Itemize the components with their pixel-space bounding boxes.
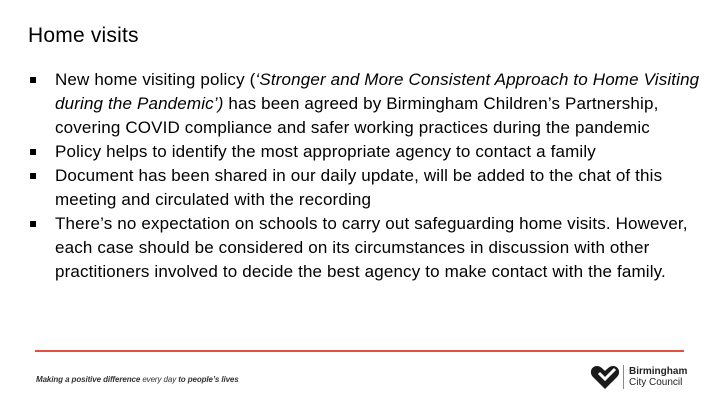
bullet-square-icon [30,77,36,83]
heart-logo-icon [590,364,620,390]
bullet-text: Policy helps to identify the most appropriate agency to contact a family [55,142,596,161]
slide-title: Home visits [28,24,139,47]
bullet-text: There’s no expectation on schools to carry out safeguarding home visits. However, each case should be considered on its circumstances in discussion with other practitioners involved to decide the best agency to make contact with the family. [55,214,688,281]
bullet-item [30,140,718,164]
bullet-list [30,68,718,284]
bullet-item [30,164,718,212]
bullet-text: New home visiting policy ( [55,70,256,89]
tagline-bold-start: Making a positive difference [36,375,141,384]
logo-wordmark [629,366,687,388]
tagline-middle: every day [140,375,179,384]
logo-separator [623,365,624,389]
bullet-square-icon [30,173,36,179]
bullet-square-icon [30,149,36,155]
council-logo [590,362,687,392]
bullet-text-italic: ‘Stronger and More Consistent Approach to Home Visiting during the Pandemic’) [55,70,700,113]
logo-line-2: City Council [629,377,683,388]
footer-tagline [36,375,239,384]
bullet-item [30,68,718,140]
tagline-bold-end: to people’s lives [178,375,239,384]
logo-line-1: Birmingham [629,366,688,377]
bullet-text: has been agreed by Birmingham Children’s Partnership, covering COVID compliance and safer working practices during the pandemic [55,94,659,137]
bullet-text: Document has been shared in our daily update, will be added to the chat of this meeting and circulated with the recording [55,166,663,209]
bullet-square-icon [30,221,36,227]
footer-divider [35,350,684,352]
bullet-item [30,212,718,284]
